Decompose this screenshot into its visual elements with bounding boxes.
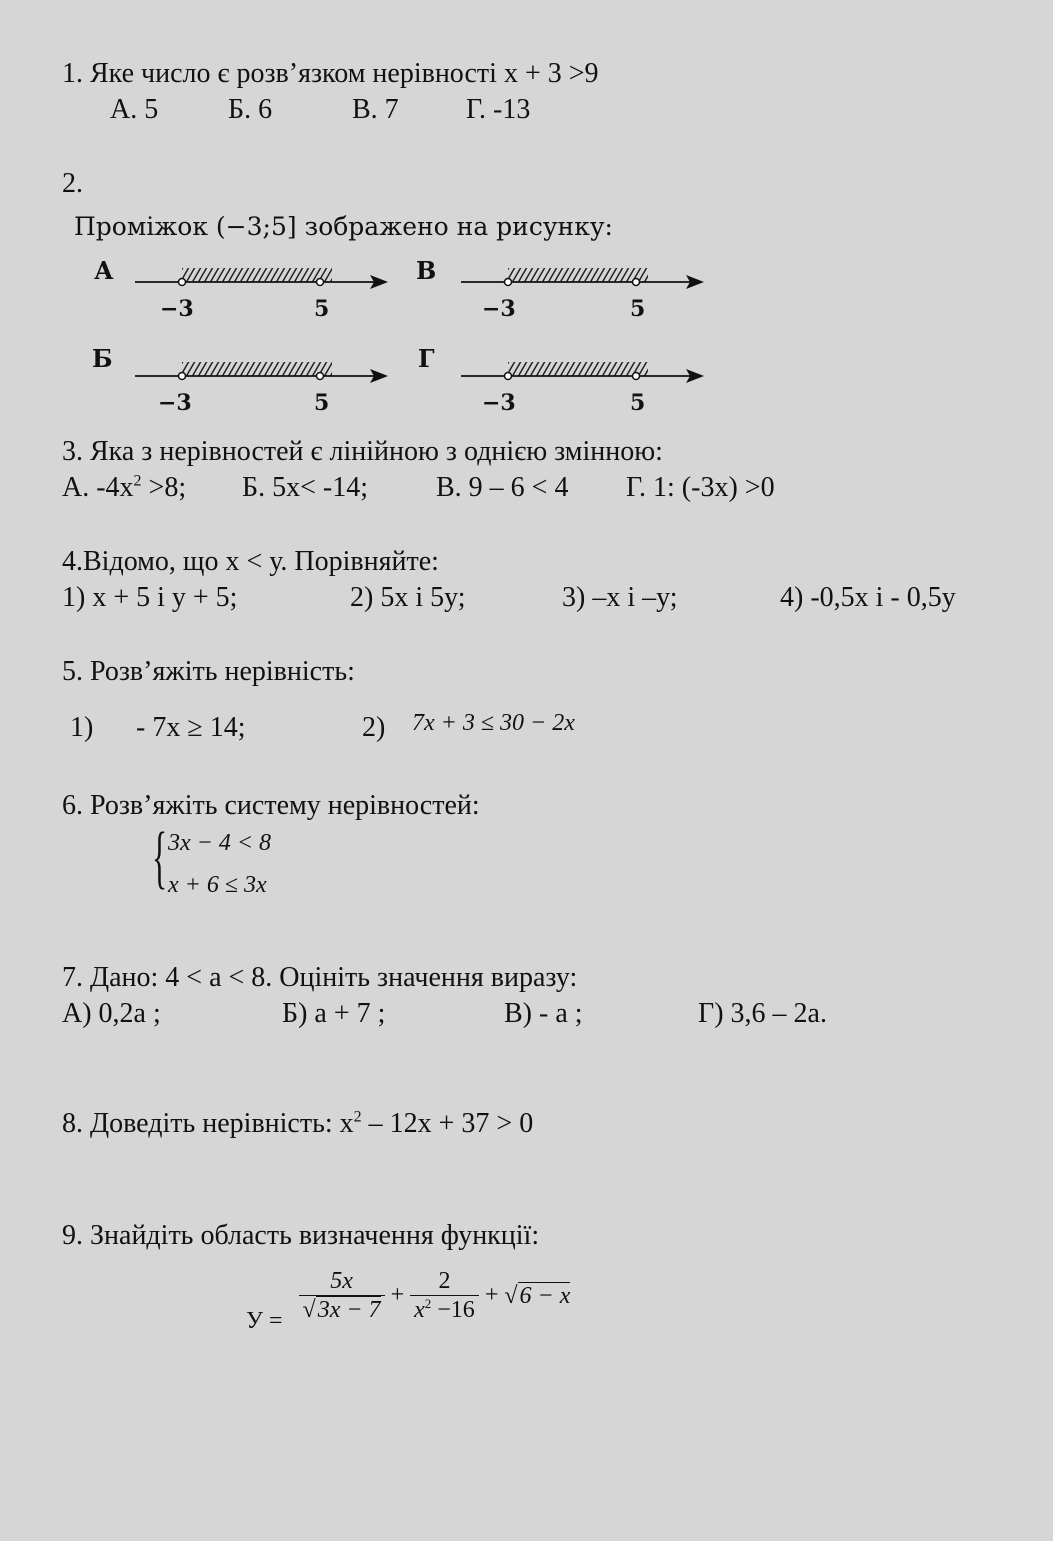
q7-option-c: В) - a ; <box>504 998 583 1029</box>
q5-item-2-number: 2) <box>362 712 386 743</box>
q4-item-1: 1) х + 5 і у + 5; <box>62 582 238 613</box>
numline-b-label: Б <box>92 344 113 373</box>
question-2-prompt: Проміжок (−3;5] зображено на рисунку: <box>74 212 613 241</box>
q1-option-d: Г. -13 <box>466 94 531 125</box>
q9-formula: У = $\frac{5x}{√3x - 7}$ + $\frac{2}{x^2 -16}$ + √6 − x <box>246 1267 571 1334</box>
numline-a-left-tick: −3 <box>160 296 194 322</box>
numline-v-right-tick: 5 <box>630 296 646 322</box>
numline-g <box>456 356 711 390</box>
question-1: 1. Яке число є розв’язком нерівності х + 3 >9 <box>62 58 599 89</box>
numline-g-label: Г <box>418 344 435 373</box>
question-3: 3. Яка з нерівностей є лінійною з однією змінною: <box>62 436 663 467</box>
numline-v-left-tick: −3 <box>482 296 516 322</box>
q5-item-1-expr: - 7x ≥ 14; <box>136 712 246 743</box>
q7-option-b: Б) a + 7 ; <box>282 998 386 1029</box>
question-6: 6. Розв’яжіть систему нерівностей: <box>62 790 480 821</box>
q7-option-d: Г) 3,6 – 2a. <box>698 998 827 1029</box>
numline-v-label: В <box>416 256 437 285</box>
q4-item-3: 3) –х і –у; <box>562 582 678 613</box>
numline-b-right-tick: 5 <box>314 390 330 416</box>
q7-option-a: А) 0,2a ; <box>62 998 161 1029</box>
numline-b <box>130 356 395 390</box>
q1-option-c: В. 7 <box>352 94 399 125</box>
q3-option-c: В. 9 – 6 < 4 <box>436 472 569 503</box>
numline-a-label: А <box>94 256 114 285</box>
numline-g-left-tick: −3 <box>482 390 516 416</box>
q4-item-4: 4) -0,5х і - 0,5у <box>780 582 956 613</box>
numline-a-right-tick: 5 <box>314 296 330 322</box>
question-7: 7. Дано: 4 < a < 8. Оцініть значення виразу: <box>62 962 578 993</box>
q5-item-1-number: 1) <box>70 712 94 743</box>
numline-a <box>130 262 395 296</box>
q5-item-2-expr: 7x + 3 ≤ 30 − 2x <box>412 710 575 736</box>
system-brace: { <box>152 819 168 896</box>
q1-option-b: Б. 6 <box>228 94 273 125</box>
question-9: 9. Знайдіть область визначення функції: <box>62 1220 540 1251</box>
question-2-number: 2. <box>62 168 83 199</box>
q1-option-a: А. 5 <box>110 94 159 125</box>
q9-lhs: У = <box>246 1308 283 1334</box>
q3-option-a: А. $-4х^2 >8$; <box>62 472 187 503</box>
q6-line-2: x + 6 ≤ 3x <box>168 872 267 898</box>
q9-fraction-1: $\frac{5x}{√3x - 7}$ <box>299 1268 385 1324</box>
numline-b-left-tick: −3 <box>158 390 192 416</box>
q9-fraction-2: $\frac{2}{x^2 -16}$ <box>410 1268 479 1324</box>
numline-g-right-tick: 5 <box>630 390 646 416</box>
q3-option-d: Г. 1: (-3х) >0 <box>626 472 775 503</box>
question-4: 4.Відомо, що х < у. Порівняйте: <box>62 546 439 577</box>
q9-sqrt: √6 − x <box>504 1282 571 1309</box>
question-8: 8. Доведіть нерівність: $х^2 - 12х + 37 > 0$ <box>62 1108 534 1139</box>
q6-line-1: 3x − 4 < 8 <box>168 830 272 856</box>
numline-v <box>456 262 711 296</box>
q3-option-b: Б. 5х< -14; <box>242 472 368 503</box>
q4-item-2: 2) 5х і 5у; <box>350 582 466 613</box>
question-5: 5. Розв’яжіть нерівність: <box>62 656 355 687</box>
